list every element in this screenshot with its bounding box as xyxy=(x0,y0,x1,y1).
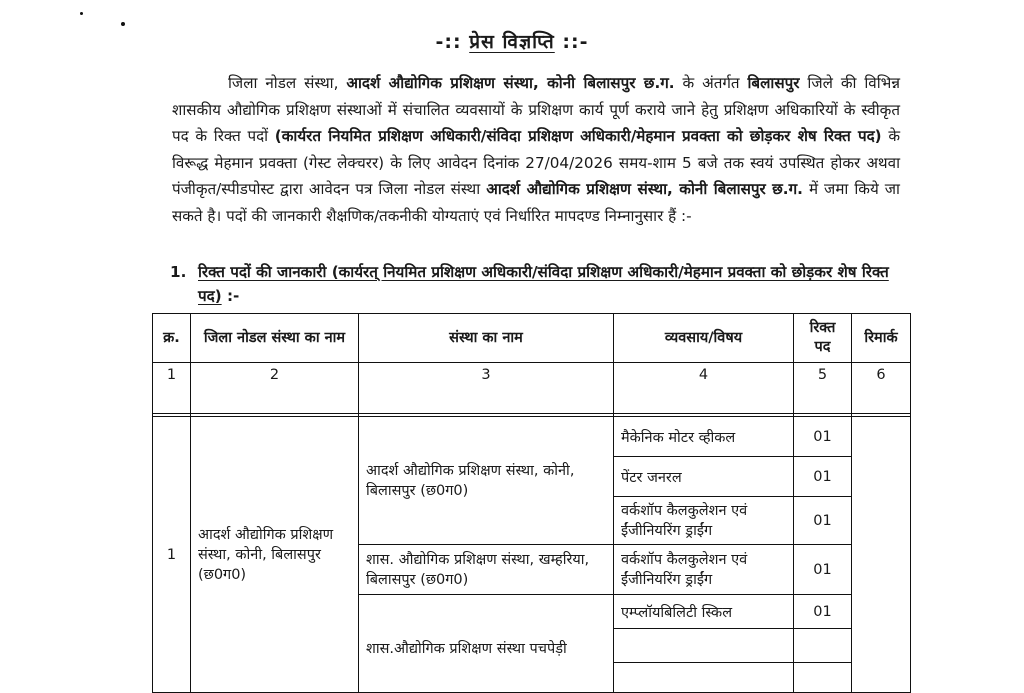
nodal-institute-name: आदर्श औद्योगिक प्रशिक्षण संस्था, कोनी बिलासपुर छ.ग. xyxy=(486,180,803,198)
title-text: प्रेस विज्ञप्ति xyxy=(469,31,555,53)
header-vacancies: रिक्त पद xyxy=(794,314,852,363)
column-number: 5 xyxy=(794,363,852,414)
column-number: 6 xyxy=(852,363,911,414)
trade-cell: वर्कशॉप कैलकुलेशन एवं ईंजीनियरिंग ड्राईंग xyxy=(614,497,794,545)
title-prefix: -:: xyxy=(435,31,462,53)
header-serial: क्र. xyxy=(153,314,191,363)
header-nodal-institute: जिला नोडल संस्था का नाम xyxy=(191,314,359,363)
vacancy-cell: 01 xyxy=(794,417,852,457)
trade-cell: मैकेनिक मोटर व्हीकल xyxy=(614,417,794,457)
vacancy-cell: 01 xyxy=(794,545,852,595)
header-remark: रिमार्क xyxy=(852,314,911,363)
trade-cell: वर्कशॉप कैलकुलेशन एवं ईंजीनियरिंग ड्राईंग xyxy=(614,545,794,595)
vacancy-cell: 01 xyxy=(794,497,852,545)
page-title xyxy=(0,28,1024,54)
vacancy-cell: 01 xyxy=(794,595,852,629)
intro-text: में जमा किये जा सकते है। पदों की जानकारी शैक्षणिक/तकनीकी योग्यताएं एवं निर्धारित मापदण्ड निम्नानुसार हैं :- xyxy=(172,180,900,225)
section-suffix: :- xyxy=(226,287,240,305)
intro-text: के विरूद्ध मेहमान प्रवक्ता (गेस्ट लेक्चरर) के लिए आवेदन दिनांक 27/04/2026 समय-शाम 5 बजे तक स्वयं उपस्थित होकर अथवा पंजीकृत/स्पीडपोस्ट द्वारा आवेदन पत्र जिला नोडल संस्था xyxy=(172,127,900,198)
intro-paragraph xyxy=(172,70,900,229)
trade-cell: पेंटर जनरल xyxy=(614,457,794,497)
vacancy-cell xyxy=(794,629,852,663)
vacancy-cell: 01 xyxy=(794,457,852,497)
exclusion-note: (कार्यरत नियमित प्रशिक्षण अधिकारी/संविदा प्रशिक्षण अधिकारी/मेहमान प्रवक्ता को छोड़कर शेष रिक्त पद) xyxy=(274,127,882,145)
header-trade: व्यवसाय/विषय xyxy=(614,314,794,363)
column-number: 3 xyxy=(359,363,614,414)
trade-cell: एम्प्लॉयबिलिटी स्किल xyxy=(614,595,794,629)
remark-cell xyxy=(852,417,911,693)
district-name: बिलासपुर xyxy=(747,74,800,92)
header-institute-name: संस्था का नाम xyxy=(359,314,614,363)
intro-text: के अंतर्गत xyxy=(682,74,740,92)
intro-text: जिला नोडल संस्था, xyxy=(228,74,339,92)
table-row xyxy=(153,417,911,457)
title-suffix: ::- xyxy=(562,31,589,53)
column-number: 1 xyxy=(153,363,191,414)
nodal-institute-cell: आदर्श औद्योगिक प्रशिक्षण संस्था, कोनी, बिलासपुर (छ0ग0) xyxy=(191,417,359,693)
section-heading xyxy=(170,260,910,308)
scan-speck xyxy=(121,22,125,26)
institute-name-cell: शास.औद्योगिक प्रशिक्षण संस्था पचपेड़ी xyxy=(359,595,614,693)
intro-text: जिले की विभिन्न शासकीय औद्योगिक प्रशिक्षण संस्थाओं में संचालित व्यवसायों के प्रशिक्षण कार्य पूर्ण कराये जाने हेतु प्रशिक्षण अधिकारियों के स्वीकृत पद के रिक्त पदों xyxy=(172,74,901,145)
serial-cell: 1 xyxy=(153,417,191,693)
column-number: 4 xyxy=(614,363,794,414)
institute-name-cell: शास. औद्योगिक प्रशिक्षण संस्था, खम्हरिया, बिलासपुर (छ0ग0) xyxy=(359,545,614,595)
column-number: 2 xyxy=(191,363,359,414)
section-number: 1. xyxy=(170,263,187,281)
vacancy-table xyxy=(152,313,911,693)
trade-cell xyxy=(614,629,794,663)
scan-speck xyxy=(80,12,83,15)
column-number-row xyxy=(153,363,911,414)
section-title: रिक्त पदों की जानकारी (कार्यरत् नियमित प्रशिक्षण अधिकारी/संविदा प्रशिक्षण अधिकारी/मेहमान प्रवक्ता को छोड़कर शेष रिक्त पद) xyxy=(198,263,889,305)
institute-name-cell: आदर्श औद्योगिक प्रशिक्षण संस्था, कोनी, बिलासपुर (छ0ग0) xyxy=(359,417,614,545)
header-row xyxy=(153,314,911,363)
nodal-institute-name: आदर्श औद्योगिक प्रशिक्षण संस्था, कोनी बिलासपुर छ.ग. xyxy=(346,74,675,92)
